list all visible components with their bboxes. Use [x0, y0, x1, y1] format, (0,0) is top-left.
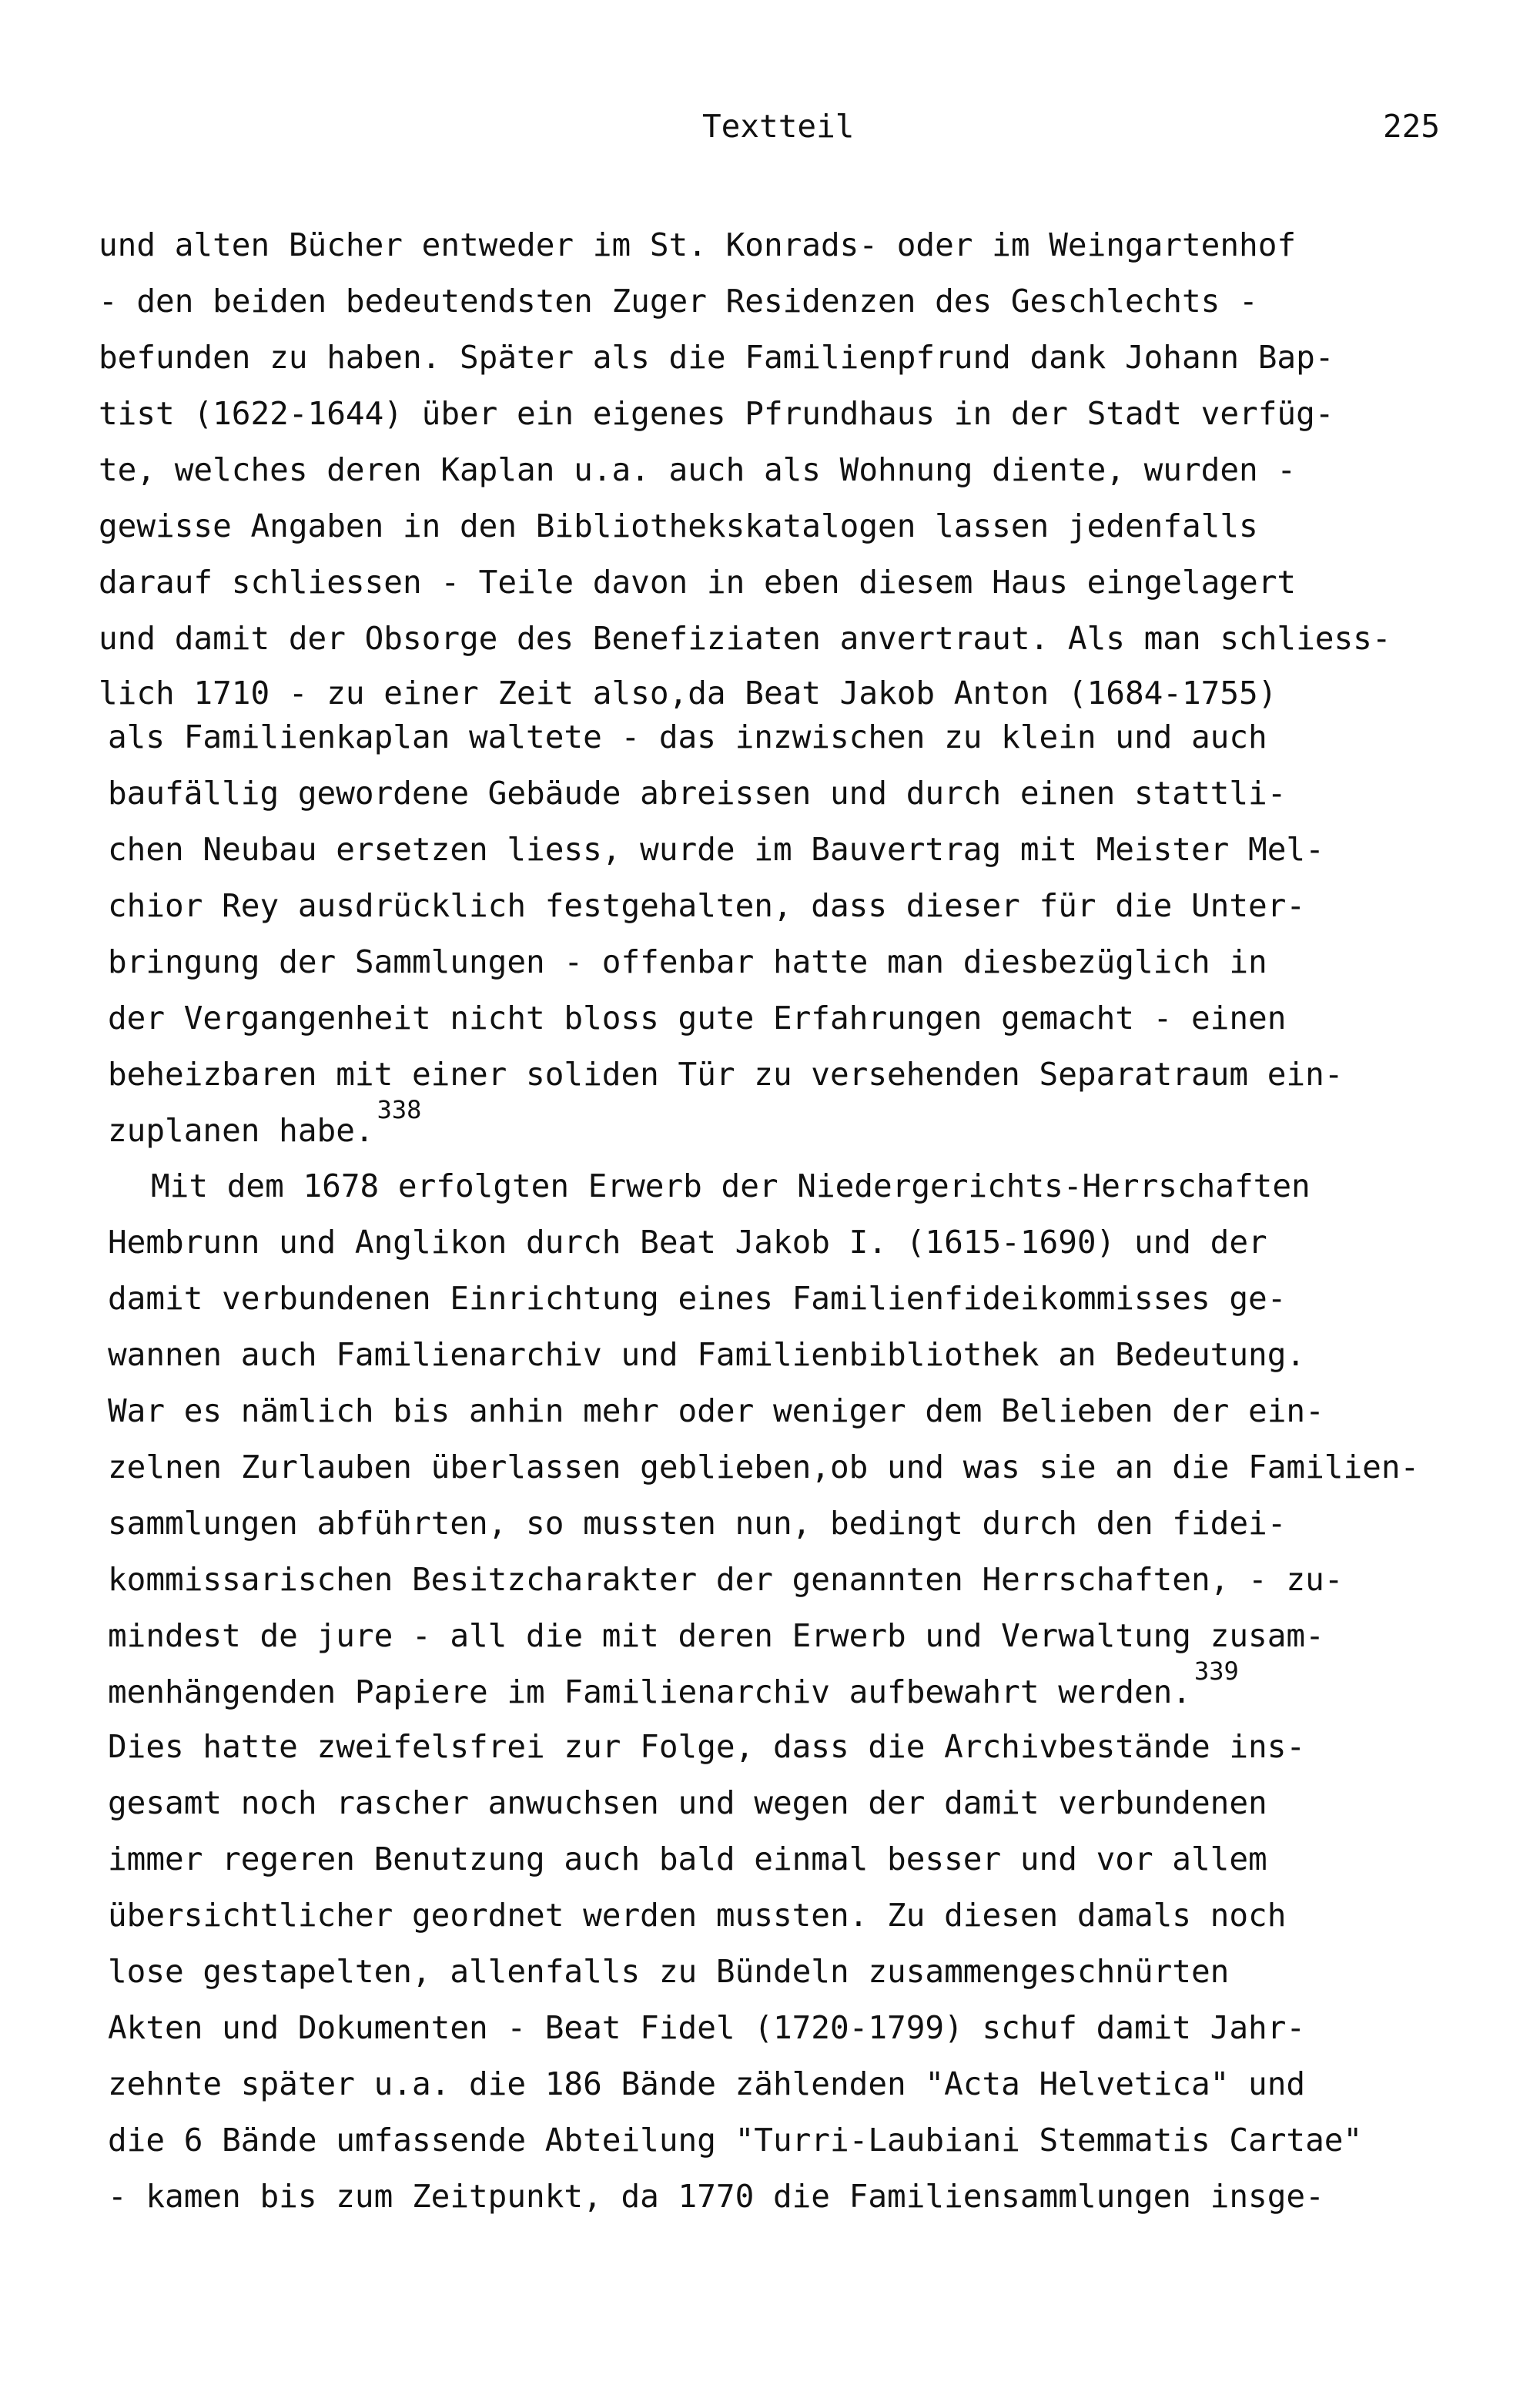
text-line: sammlungen abführten, so mussten nun, bedingt durch den fidei- — [108, 1505, 1287, 1542]
text-line: als Familienkaplan waltete - das inzwischen zu klein und auch — [108, 718, 1267, 755]
text-line: der Vergangenheit nicht bloss gute Erfahrungen gemacht - einen — [108, 1000, 1287, 1037]
text-line: Hembrunn und Anglikon durch Beat Jakob I. (1615-1690) und der — [108, 1224, 1267, 1261]
text-line: Dies hatte zweifelsfrei zur Folge, dass die Archivbestände ins- — [108, 1728, 1306, 1765]
text-line: zehnte später u.a. die 186 Bände zählenden "Acta Helvetica" und — [108, 2065, 1306, 2102]
text-line: Mit dem 1678 erfolgten Erwerb der Niedergerichts-Herrschaften — [151, 1167, 1311, 1204]
text-line: mindest de jure - all die mit deren Erwerb und Verwaltung zusam- — [108, 1617, 1324, 1654]
text-line: gesamt noch rascher anwuchsen und wegen der damit verbundenen — [108, 1784, 1267, 1821]
text-line — [108, 1656, 1239, 1716]
text-line: lose gestapelten, allenfalls zu Bündeln zusammengeschnürten — [108, 1953, 1230, 1990]
text-line: lich 1710 - zu einer Zeit also,da Beat Jakob Anton (1684-1755) — [99, 675, 1277, 712]
text-line: tist (1622-1644) über ein eigenes Pfrundhaus in der Stadt verfüg- — [99, 395, 1334, 432]
text-line — [108, 1095, 422, 1154]
footnote-reference-338[interactable]: 338 — [377, 1095, 422, 1124]
text-line: baufällig gewordene Gebäude abreissen und durch einen stattli- — [108, 775, 1287, 812]
text-line: darauf schliessen - Teile davon in eben diesem Haus eingelagert — [99, 564, 1297, 601]
text-line: bringung der Sammlungen - offenbar hatte man diesbezüglich in — [108, 943, 1267, 980]
text-line: kommissarischen Besitzcharakter der genannten Herrschaften, - zu- — [108, 1561, 1344, 1598]
text-line: chior Rey ausdrücklich festgehalten, dass dieser für die Unter- — [108, 887, 1306, 924]
page-number: 225 — [1383, 108, 1441, 145]
text-line: te, welches deren Kaplan u.a. auch als Wohnung diente, wurden - — [99, 451, 1297, 488]
text-line: zelnen Zurlauben überlassen geblieben,ob und was sie an die Familien- — [108, 1449, 1420, 1486]
text-line: und damit der Obsorge des Benefiziaten anvertraut. Als man schliess- — [99, 620, 1391, 657]
text-line: und alten Bücher entweder im St. Konrads- oder im Weingartenhof — [99, 226, 1297, 263]
text-line-content: zuplanen habe. — [108, 1112, 374, 1149]
text-line: chen Neubau ersetzen liess, wurde im Bauvertrag mit Meister Mel- — [108, 831, 1324, 868]
text-line: Akten und Dokumenten - Beat Fidel (1720-1799) schuf damit Jahr- — [108, 2009, 1306, 2046]
text-line-content: menhängenden Papiere im Familienarchiv aufbewahrt werden. — [108, 1673, 1191, 1710]
text-line: die 6 Bände umfassende Abteilung "Turri-Laubiani Stemmatis Cartae" — [108, 2122, 1363, 2159]
running-header-title: Textteil — [702, 108, 855, 145]
text-line: gewisse Angaben in den Bibliothekskatalogen lassen jedenfalls — [99, 507, 1258, 544]
text-line: wannen auch Familienarchiv und Familienbibliothek an Bedeutung. — [108, 1336, 1306, 1373]
text-line: damit verbundenen Einrichtung eines Familienfideikommisses ge- — [108, 1280, 1287, 1317]
text-line: beheizbaren mit einer soliden Tür zu versehenden Separatraum ein- — [108, 1056, 1344, 1093]
text-line: immer regeren Benutzung auch bald einmal besser und vor allem — [108, 1841, 1267, 1877]
text-line: - kamen bis zum Zeitpunkt, da 1770 die Familiensammlungen insge- — [108, 2178, 1324, 2215]
text-line: übersichtlicher geordnet werden mussten. Zu diesen damals noch — [108, 1897, 1287, 1934]
text-line: War es nämlich bis anhin mehr oder weniger dem Belieben der ein- — [108, 1392, 1324, 1429]
footnote-reference-339[interactable]: 339 — [1194, 1656, 1239, 1686]
text-line: befunden zu haben. Später als die Familienpfrund dank Johann Bap- — [99, 339, 1334, 376]
text-line: - den beiden bedeutendsten Zuger Residenzen des Geschlechts - — [99, 283, 1258, 320]
